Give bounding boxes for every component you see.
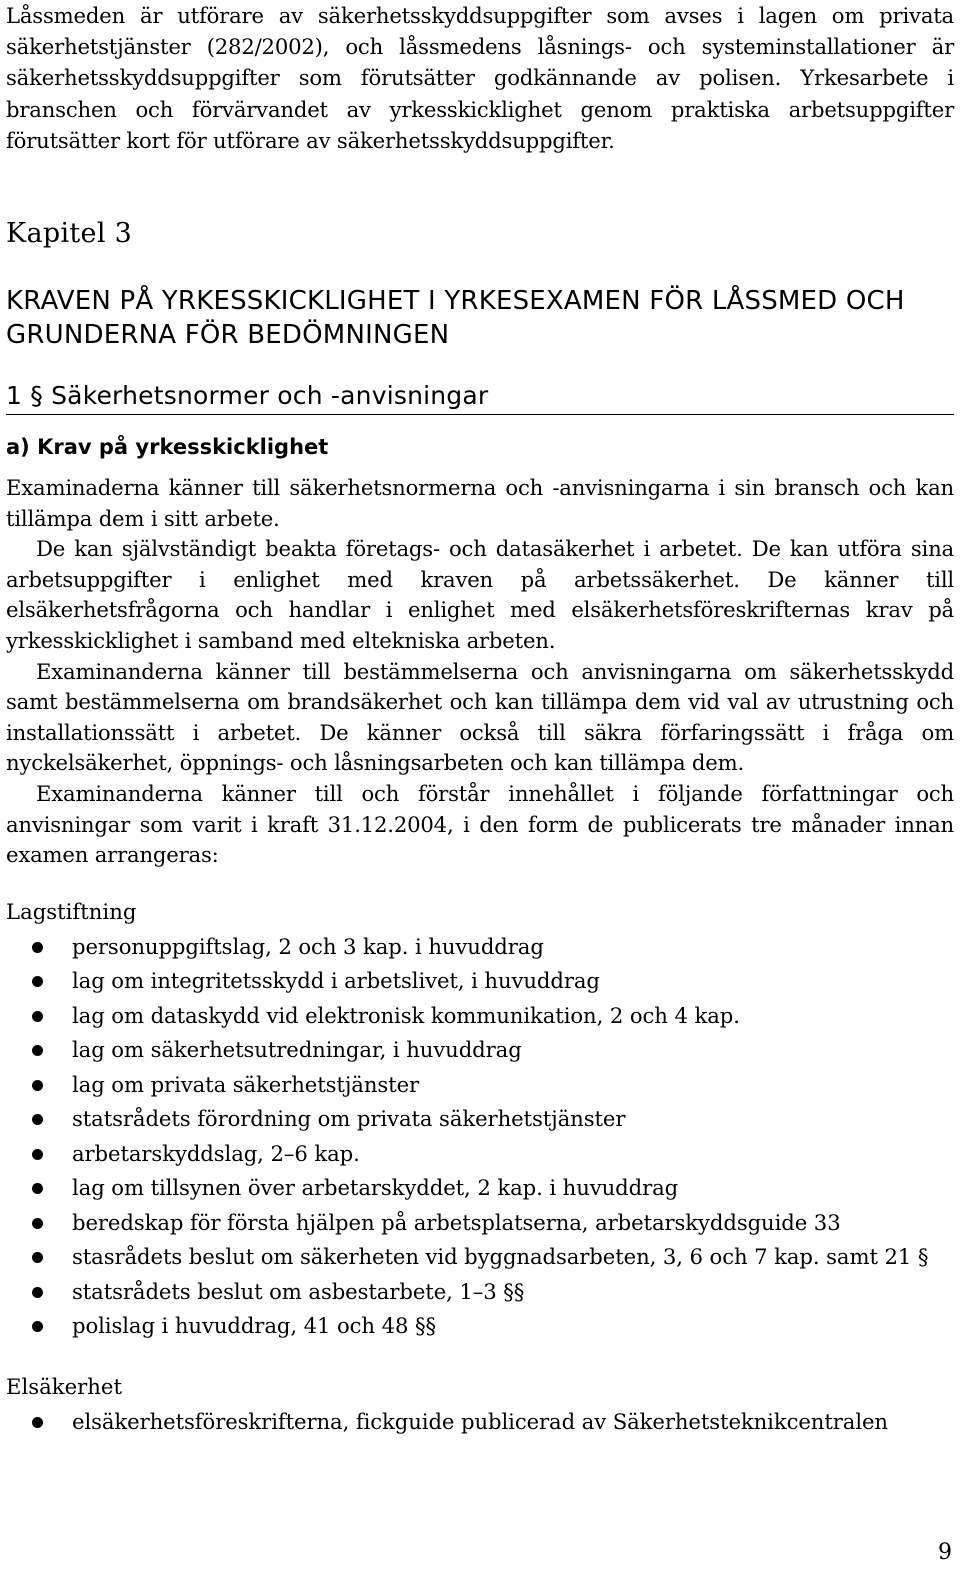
page-number: 9 — [938, 1540, 952, 1565]
bullet-icon — [32, 1321, 43, 1332]
paragraph-2: De kan självständigt beakta företags- och datasäkerhet i arbetet. De kan utföra sina arbetsuppgifter i enlighet med kraven på arbetssäkerhet. De känner till elsäkerhetsfrågorna och handlar i enlighet med elsäkerhetsföreskrifternas krav på yrkesskicklighet i samband med eltekniska arbeten. — [6, 536, 954, 653]
main-title: KRAVEN PÅ YRKESSKICKLIGHET I YRKESEXAMEN FÖR LÅSSMED OCH GRUNDERNA FÖR BEDÖMNINGEN — [6, 286, 905, 351]
list-item-text: lag om dataskydd vid elektronisk kommunikation, 2 och 4 kap. — [72, 1002, 740, 1028]
subheading: a) Krav på yrkesskicklighet — [6, 435, 329, 460]
paragraph-1: Examinaderna känner till säkerhetsnormerna och -anvisningarna i sin bransch och kan tillämpa dem i sitt arbete. — [6, 475, 954, 531]
list-item-text: personuppgiftslag, 2 och 3 kap. i huvuddrag — [72, 933, 544, 959]
list-item — [6, 1240, 954, 1275]
list-item — [6, 1275, 954, 1310]
list-item-text: stasrådets beslut om säkerheten vid byggnadsarbeten, 3, 6 och 7 kap. samt 21 § — [72, 1244, 929, 1270]
list-item — [6, 1068, 954, 1103]
list-item-text: elsäkerhetsföreskrifterna, fickguide publicerad av Säkerhetsteknikcentralen — [72, 1408, 888, 1434]
elsakerhet-list — [6, 1405, 954, 1440]
body-text — [6, 473, 954, 871]
list-item — [6, 999, 954, 1034]
chapter-label: Kapitel 3 — [6, 218, 133, 250]
bullet-icon — [32, 1114, 43, 1125]
list-item-text: arbetarskyddslag, 2–6 kap. — [72, 1140, 360, 1166]
bullet-icon — [32, 1252, 43, 1263]
list-item — [6, 1033, 954, 1068]
list-item-text: lag om privata säkerhetstjänster — [72, 1071, 420, 1097]
list-item — [6, 1171, 954, 1206]
intro-paragraph: Låssmeden är utförare av säkerhetsskyddsuppgifter som avses i lagen om privata säkerhetstjänster (282/2002), och låssmedens låsnings- och systeminstallationer är säkerhetsskyddsuppgifter som förutsätter godkännande av polisen. Yrkesarbete i branschen och förvärvandet av yrkesskicklighet genom praktiska arbetsuppgifter förutsätter kort för utförare av säkerhetsskyddsuppgifter. — [6, 3, 954, 153]
bullet-icon — [32, 1011, 43, 1022]
bullet-icon — [32, 1287, 43, 1298]
section-heading: 1 § Säkerhetsnormer och -anvisningar — [6, 381, 954, 415]
list-item — [6, 1405, 954, 1440]
list-item-text: statsrådets förordning om privata säkerhetstjänster — [72, 1106, 626, 1132]
bullet-icon — [32, 942, 43, 953]
paragraph-4: Examinanderna känner till och förstår innehållet i följande författningar och anvisningar som varit i kraft 31.12.2004, i den form de publicerats tre månader innan examen arrangeras: — [6, 780, 954, 868]
bullet-icon — [32, 1080, 43, 1091]
lagstiftning-list — [6, 930, 954, 1344]
list-item — [6, 930, 954, 965]
list-item-text: beredskap för första hjälpen på arbetsplatserna, arbetarskyddsguide 33 — [72, 1209, 841, 1235]
bullet-icon — [32, 1218, 43, 1229]
list-item — [6, 964, 954, 999]
document-page — [6, 0, 954, 1439]
list-item-text: lag om integritetsskydd i arbetslivet, i huvuddrag — [72, 968, 600, 994]
list-item — [6, 1137, 954, 1172]
elsakerhet-heading: Elsäkerhet — [6, 1373, 122, 1399]
list-item — [6, 1206, 954, 1241]
list-item — [6, 1309, 954, 1344]
list-item — [6, 1102, 954, 1137]
list-item-text: lag om säkerhetsutredningar, i huvuddrag — [72, 1037, 522, 1063]
bullet-icon — [32, 1149, 43, 1160]
bullet-icon — [32, 1417, 43, 1428]
bullet-icon — [32, 1183, 43, 1194]
bullet-icon — [32, 1045, 43, 1056]
bullet-icon — [32, 976, 43, 987]
list-item-text: statsrådets beslut om asbestarbete, 1–3 §§ — [72, 1278, 525, 1304]
paragraph-3: Examinanderna känner till bestämmelserna och anvisningarna om säkerhetsskydd samt bestämmelserna om brandsäkerhet och kan tillämpa dem vid val av utrustning och installationssätt i arbetet. De känner också till säkra förfaringssätt i fråga om nyckelsäkerhet, öppnings- och låsningsarbeten och kan tillämpa dem. — [6, 658, 954, 776]
lagstiftning-heading: Lagstiftning — [6, 898, 137, 924]
list-item-text: lag om tillsynen över arbetarskyddet, 2 kap. i huvuddrag — [72, 1175, 679, 1201]
list-item-text: polislag i huvuddrag, 41 och 48 §§ — [72, 1313, 436, 1339]
